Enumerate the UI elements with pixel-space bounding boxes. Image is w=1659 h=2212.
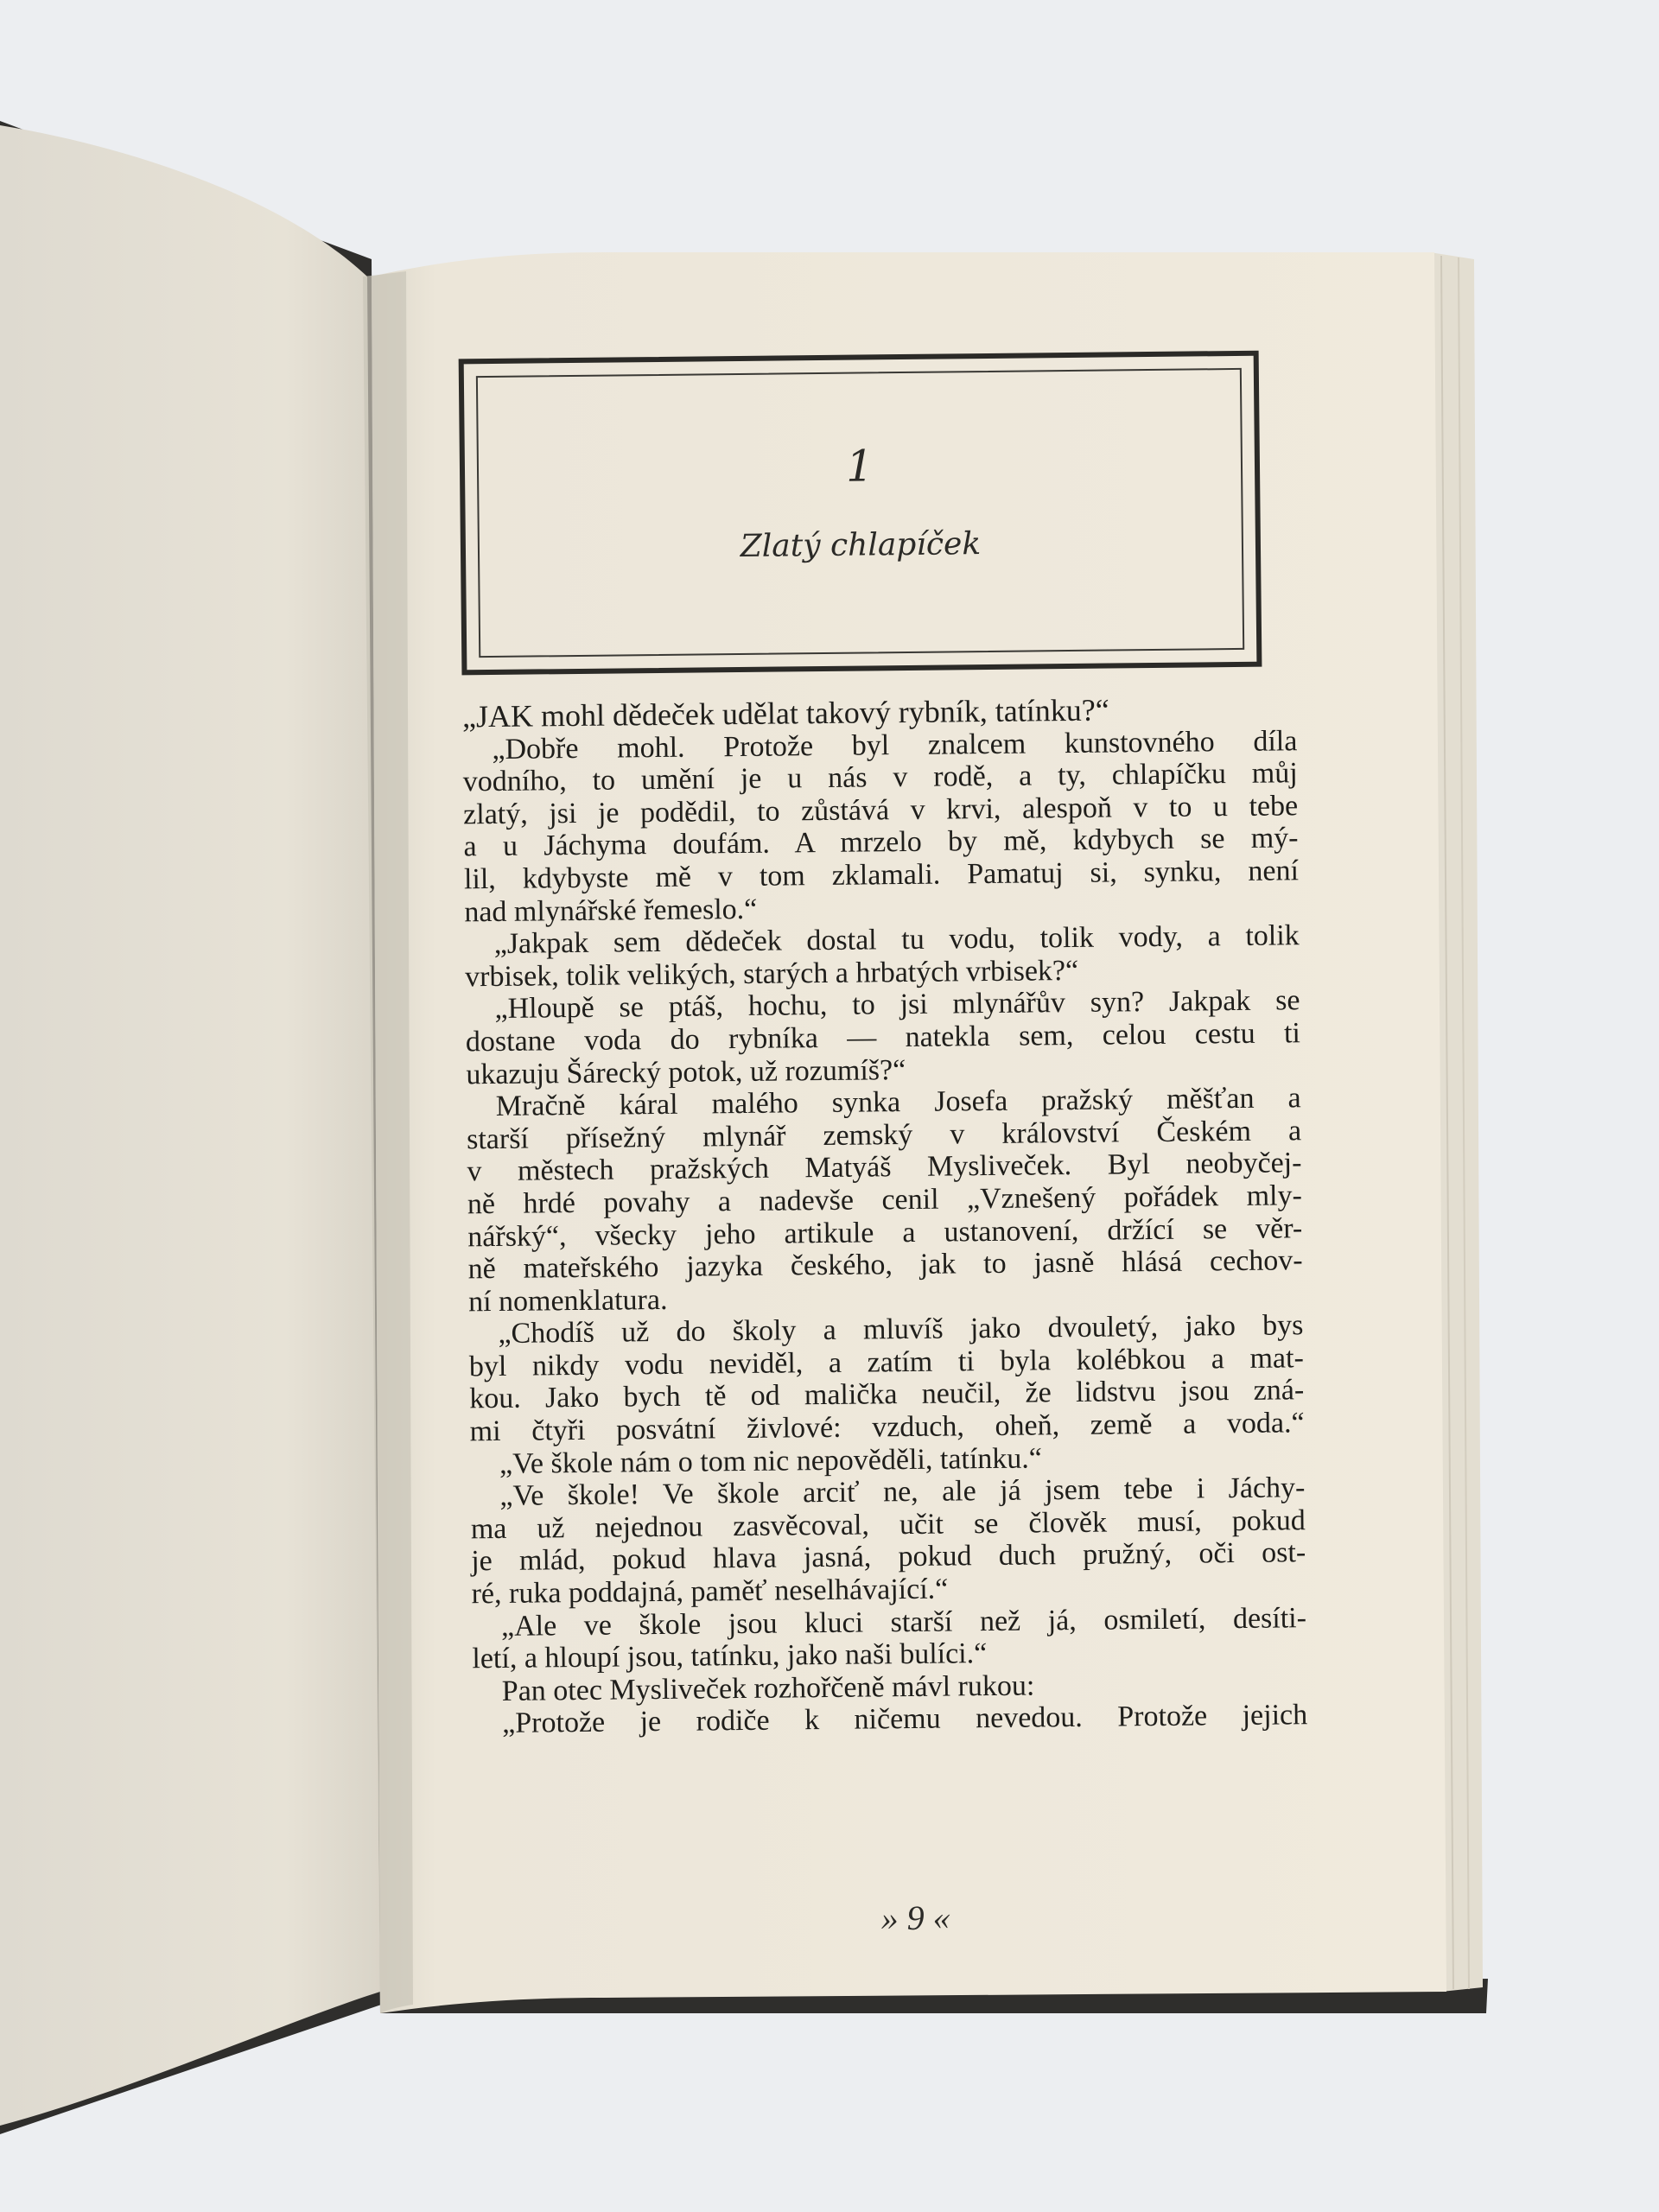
- text-line: „Jakpak sem dědeček dostal tu vodu, tolik vody, a tolik: [493, 919, 1300, 961]
- text-line: ní nomenklatura.: [467, 1283, 668, 1319]
- page-number: » 9 «: [880, 1897, 950, 1938]
- book-page: [371, 245, 1443, 2011]
- text-line: „Protože je rodiče k ničemu nevedou. Protože jejich: [502, 1699, 1308, 1740]
- text-line: „Hloupě se ptáš, hochu, to jsi mlynářův syn? Jakpak se: [494, 984, 1300, 1026]
- text-line: vodního, to umění je u nás v rodě, a ty, chlapíčku můj: [462, 757, 1298, 798]
- text-line: „Chodíš už do školy a mluvíš jako dvouletý, jako bys: [498, 1309, 1304, 1351]
- text-line: ré, ruka poddajná, paměť neselhávající.“: [471, 1573, 949, 1611]
- text-line: v městech pražských Matyáš Mysliveček. Byl neobyčej-: [467, 1147, 1302, 1188]
- chapter-title: Zlatý chlapíček: [740, 526, 982, 564]
- text-line: nářský“, všecky jeho artikule a ustanovení, držící se věr-: [467, 1211, 1303, 1253]
- text-line: „Ve škole nám o tom nic nepověděli, tatínku.“: [499, 1442, 1043, 1480]
- text-line: letí, a hloupí jsou, tatínku, jako naši bulíci.“: [472, 1637, 988, 1675]
- text-line: vrbisek, tolik velikých, starých a hrbatých vrbisek?“: [464, 954, 1079, 994]
- text-line: ukazuju Šárecký potok, už rozumíš?“: [466, 1053, 906, 1090]
- body-text: [462, 692, 1308, 1740]
- text-line: starší přísežný mlynář zemský v království Českém a: [466, 1114, 1302, 1156]
- text-line: zlatý, jsi je podědil, to zůstává v krvi, alespoň v to u tebe: [462, 790, 1299, 831]
- text-line: „Ve škole! Ve škole arciť ne, ale já jsem tebe i Jáchy-: [499, 1471, 1306, 1513]
- text-line: „JAK mohl dědeček udělat takový rybník, tatínku?“: [461, 692, 1109, 734]
- text-line: „Ale ve škole jsou kluci starší než já, osmiletí, desíti-: [500, 1601, 1307, 1643]
- text-line: kou. Jako bych tě od malička neučil, že lidstvu jsou zná-: [469, 1374, 1305, 1415]
- text-line: mi čtyři posvátní živlové: vzduch, oheň, země a voda.“: [469, 1407, 1305, 1448]
- chapter-heading-frame: [459, 351, 1262, 676]
- text-line: „Dobře mohl. Protože byl znalcem kunstovného díla: [492, 724, 1298, 766]
- chapter-number: 1: [845, 441, 874, 492]
- text-line: ně mateřského jazyka českého, jak to jasně hlásá cechov-: [467, 1244, 1303, 1286]
- chapter-heading-inner-frame: [476, 368, 1244, 658]
- text-line: byl nikdy vodu neviděl, a zatím ti byla kolébkou a mat-: [468, 1342, 1305, 1383]
- text-line: ma už nejednou zasvěcoval, učit se člověk musí, pokud: [470, 1504, 1306, 1546]
- text-line: ně hrdé povahy a nadevše cenil „Vznešený pořádek mly-: [467, 1179, 1303, 1221]
- text-line: Mračně káral malého synka Josefa pražský měšťan a: [495, 1082, 1301, 1123]
- text-line: nad mlynářské řemeslo.“: [464, 893, 758, 928]
- text-line: dostane voda do rybníka — natekla sem, celou cestu ti: [465, 1017, 1301, 1058]
- text-line: je mlád, pokud hlava jasná, pokud duch pružný, oči ost-: [471, 1536, 1306, 1578]
- text-line: a u Jáchyma doufám. A mrzelo by mě, kdybych se mý-: [463, 822, 1299, 863]
- left-page: [0, 125, 380, 2126]
- text-line: lil, kdybyste mě v tom zklamali. Pamatuj si, synku, není: [463, 855, 1300, 896]
- text-line: Pan otec Mysliveček rozhořčeně mávl rukou:: [501, 1669, 1035, 1707]
